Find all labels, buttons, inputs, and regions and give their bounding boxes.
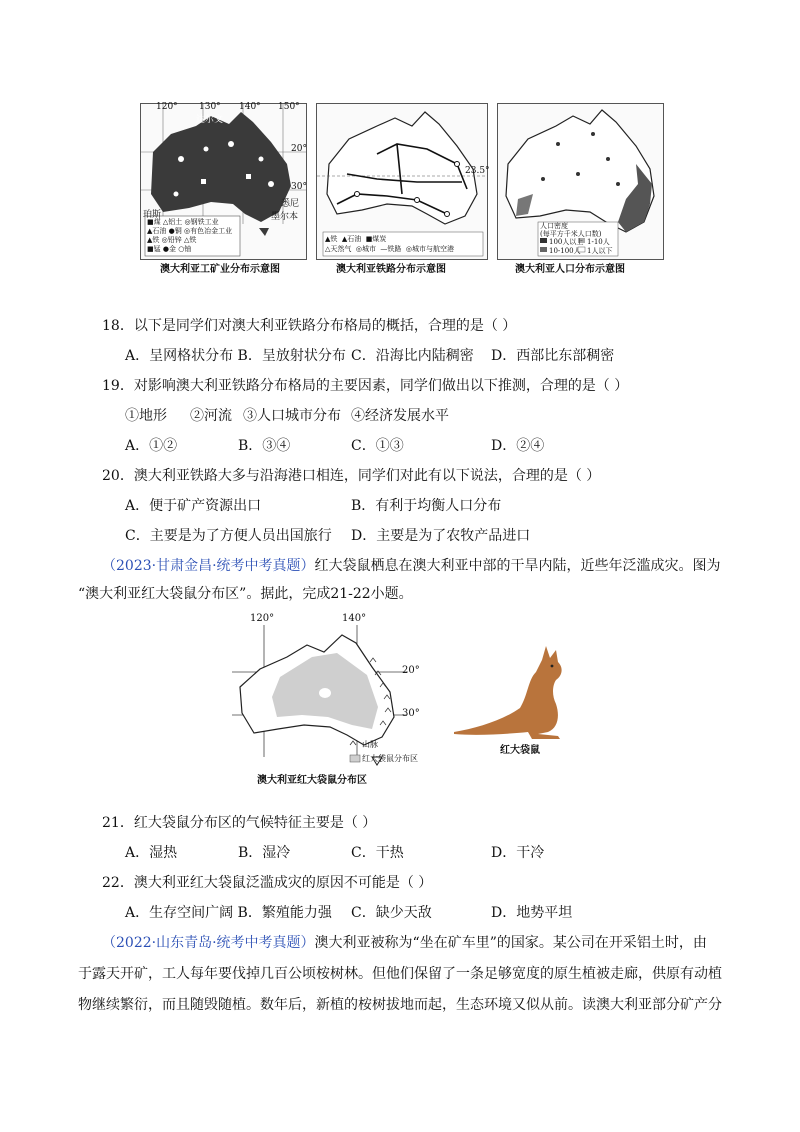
lat-30-label: 30° bbox=[291, 182, 307, 192]
passage1-text1: 红大袋鼠栖息在澳大利亚中部的干旱内陆，近些年泛滥成灾。图为 bbox=[314, 558, 721, 574]
pop-legend-1-10: 1-10人 bbox=[587, 238, 610, 246]
legend-gold: ●金 bbox=[162, 245, 176, 253]
q21-stem: 21．红大袋鼠分布区的气候特征主要是（ ） bbox=[102, 815, 377, 831]
city-perth: 珀斯 bbox=[143, 210, 162, 220]
lon-150-label: 150° bbox=[278, 102, 300, 112]
q22-option-c[interactable]: C．缺少天敌 bbox=[351, 905, 432, 921]
legend-nonferrous: ◎有色冶金工业 bbox=[183, 227, 233, 235]
q21-option-b[interactable]: B．湿冷 bbox=[238, 845, 291, 861]
q21-option-d[interactable]: D．干冷 bbox=[491, 845, 545, 861]
passage2-line1 bbox=[102, 934, 707, 952]
population-map bbox=[497, 103, 664, 260]
q19-option-d[interactable]: D．②④ bbox=[491, 438, 545, 454]
passage2-source: （2022·山东青岛·统考中考真题） bbox=[102, 935, 315, 951]
q19-item-1: ①地形 bbox=[125, 408, 167, 424]
q19-stem: 19．对影响澳大利亚铁路分布格局的主要因素，同学们做出以下推测，合理的是（ ） bbox=[102, 378, 629, 394]
kangaroo-map-caption: 澳大利亚红大袋鼠分布区 bbox=[257, 775, 367, 786]
legend-area-label: 红大袋鼠分布区 bbox=[362, 754, 418, 763]
q20-option-c[interactable]: C．主要是为了方便人员出国旅行 bbox=[125, 528, 332, 544]
legend-rail-port: ◎城市与航空港 bbox=[405, 245, 454, 253]
q21-option-c[interactable]: C．干热 bbox=[351, 845, 404, 861]
legend-rail-line: —铁路 bbox=[380, 245, 402, 253]
q19-item-2: ②河流 bbox=[190, 408, 232, 424]
city-darwin: 达尔文 bbox=[196, 115, 224, 125]
legend-coal: ■煤 bbox=[147, 218, 161, 226]
q20-option-d[interactable]: D．主要是为了农牧产品进口 bbox=[351, 528, 531, 544]
legend-uranium: ○铀 bbox=[178, 245, 192, 253]
kangaroo-lat-30: 30° bbox=[402, 708, 420, 719]
pop-legend-100: 100人以上 bbox=[549, 238, 584, 246]
legend-rail-gas: △天然气 bbox=[325, 245, 352, 253]
passage2-text1: 澳大利亚被称为“坐在矿车里”的国家。某公司在开采铝土时，由 bbox=[314, 935, 707, 951]
mining-map bbox=[140, 103, 307, 260]
passage1-line2: “澳大利亚红大袋鼠分布区”。据此，完成21-22小题。 bbox=[78, 586, 413, 602]
city-sydney: 悉尼 bbox=[281, 199, 300, 209]
legend-rail-coal: ■煤炭 bbox=[365, 235, 387, 243]
q22-option-d[interactable]: D．地势平坦 bbox=[491, 905, 573, 921]
population-map-caption: 澳大利亚人口分布示意图 bbox=[515, 264, 625, 275]
kangaroo-range-graphic bbox=[232, 617, 432, 772]
lat-tropic-label: 23.5° bbox=[465, 166, 490, 176]
q22-stem: 22．澳大利亚红大袋鼠泛滥成灾的原因不可能是（ ） bbox=[102, 875, 433, 891]
legend-iron2: △铁 bbox=[183, 236, 197, 244]
legend-iron: ▲铁 bbox=[147, 236, 160, 244]
passage1-source: （2023·甘肃金昌·统考中考真题） bbox=[102, 558, 315, 574]
kangaroo-lon-140: 140° bbox=[342, 613, 367, 624]
q19-item-3: ③人口城市分布 bbox=[243, 408, 341, 424]
q18-option-a[interactable]: A．呈网格状分布 B．呈放射状分布 bbox=[125, 348, 346, 364]
legend-bauxite: △铝土 bbox=[162, 218, 183, 226]
kangaroo-range-map bbox=[232, 613, 432, 772]
q18-stem: 18．以下是同学们对澳大利亚铁路分布格局的概括，合理的是（ ） bbox=[102, 318, 517, 334]
lat-20-label: 20° bbox=[291, 144, 307, 154]
pop-legend-sub: (每平方千米人口数) bbox=[540, 230, 602, 238]
q19-option-b[interactable]: B．③④ bbox=[238, 438, 291, 454]
pop-legend-under1: 1人以下 bbox=[587, 247, 613, 255]
legend-manganese: ■锰 bbox=[147, 245, 161, 253]
lon-140-label: 140° bbox=[239, 102, 261, 112]
population-legend bbox=[540, 222, 620, 255]
kangaroo-caption: 红大袋鼠 bbox=[500, 745, 540, 756]
legend-rail-oil: ▲石油 bbox=[341, 235, 362, 243]
q20-option-a[interactable]: A．便于矿产资源出口 bbox=[125, 498, 262, 514]
kangaroo-icon bbox=[448, 640, 578, 740]
legend-mountain-label: 山脉 bbox=[362, 740, 378, 749]
q20-option-b[interactable]: B．有利于均衡人口分布 bbox=[351, 498, 502, 514]
kangaroo-illustration bbox=[448, 640, 578, 740]
pop-legend-10-100: 10-100人 bbox=[549, 247, 581, 255]
passage1-line1 bbox=[102, 557, 721, 575]
q20-stem: 20．澳大利亚铁路大多与沿海港口相连，同学们对此有以下说法，合理的是（ ） bbox=[102, 468, 601, 484]
kangaroo-lat-20: 20° bbox=[402, 665, 420, 676]
passage2-line2: 于露天开矿，工人每年要伐掉几百公顷桉树林。但他们保留了一条足够宽度的原生植被走廊，供原有动植 bbox=[78, 966, 722, 982]
kangaroo-lon-120: 120° bbox=[250, 613, 275, 624]
passage2-line3: 物继续繁衍，而且随毁随植。数年后，新植的桉树拔地而起，生态环境又似从前。读澳大利亚部分矿产分 bbox=[78, 997, 722, 1013]
legend-rail-city: ◎城市 bbox=[355, 245, 376, 253]
lon-130-label: 130° bbox=[199, 102, 221, 112]
legend-oil: ▲石油 bbox=[147, 227, 167, 235]
q22-option-a[interactable]: A．生存空间广阔 B．繁殖能力强 bbox=[125, 905, 332, 921]
q18-option-c[interactable]: C．沿海比内陆稠密 bbox=[351, 348, 474, 364]
lon-120-label: 120° bbox=[156, 102, 178, 112]
city-melbourne: 墨尔本 bbox=[271, 212, 299, 222]
legend-copper: ●铜 bbox=[168, 227, 182, 235]
legend-rail-iron: ▲铁 bbox=[325, 235, 338, 243]
railway-map bbox=[316, 103, 488, 260]
legend-steel: ◎钢铁工业 bbox=[184, 218, 219, 226]
legend-leadzinc: ◎铅锌 bbox=[161, 236, 182, 244]
q21-option-a[interactable]: A．湿热 bbox=[125, 845, 178, 861]
railway-map-caption: 澳大利亚铁路分布示意图 bbox=[336, 264, 446, 275]
mining-map-caption: 澳大利亚工矿业分布示意图 bbox=[160, 264, 280, 275]
q19-option-a[interactable]: A．①② bbox=[125, 438, 178, 454]
q18-option-d[interactable]: D．西部比东部稠密 bbox=[491, 348, 615, 364]
mining-legend bbox=[147, 218, 239, 254]
railway-legend bbox=[325, 234, 483, 254]
q19-option-c[interactable]: C．①③ bbox=[351, 438, 404, 454]
pop-legend-title: 人口密度 bbox=[540, 222, 568, 230]
q19-item-4: ④经济发展水平 bbox=[351, 408, 449, 424]
